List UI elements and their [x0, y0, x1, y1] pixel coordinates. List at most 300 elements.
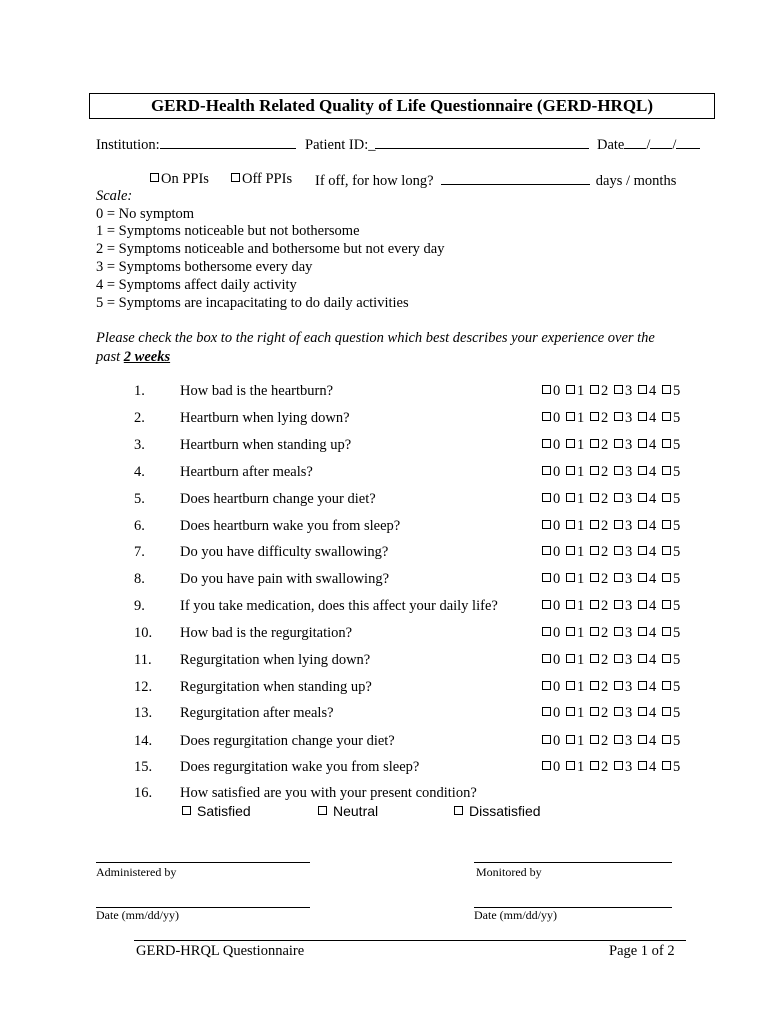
checkbox-icon[interactable] — [318, 806, 327, 815]
score-option-2[interactable] — [590, 544, 608, 561]
score-option-0[interactable] — [542, 652, 560, 669]
checkbox-icon[interactable] — [638, 439, 647, 448]
checkbox-icon[interactable] — [566, 520, 575, 529]
score-option-label: 5 — [673, 437, 681, 453]
score-option-4[interactable] — [638, 518, 656, 535]
footer-divider — [134, 940, 686, 941]
checkbox-icon[interactable] — [638, 520, 647, 529]
score-option-0[interactable] — [542, 437, 560, 454]
checkbox-icon[interactable] — [542, 520, 551, 529]
score-option-3[interactable] — [614, 464, 632, 481]
score-option-0[interactable] — [542, 410, 560, 427]
checkbox-icon[interactable] — [614, 439, 623, 448]
scale-item: 0 = No symptom — [96, 206, 195, 222]
score-option-3[interactable] — [614, 598, 632, 615]
score-option-label: 5 — [673, 652, 681, 668]
score-option-5[interactable] — [662, 410, 680, 427]
off-duration-input-line[interactable] — [441, 171, 590, 185]
score-option-3[interactable] — [614, 383, 632, 400]
score-option-label: 2 — [601, 491, 609, 507]
checkbox-icon[interactable] — [662, 466, 671, 475]
checkbox-icon[interactable] — [542, 573, 551, 582]
instructions-emphasis: 2 weeks — [123, 349, 171, 365]
checkbox-icon[interactable] — [566, 466, 575, 475]
score-option-label: 2 — [601, 625, 609, 641]
score-option-label: 3 — [625, 464, 633, 480]
checkbox-icon[interactable] — [662, 707, 671, 716]
date-right-label: Date (mm/dd/yy) — [474, 908, 557, 922]
checkbox-icon[interactable] — [542, 493, 551, 502]
checkbox-icon[interactable] — [614, 681, 623, 690]
score-option-label: 0 — [553, 705, 561, 721]
checkbox-icon[interactable] — [638, 493, 647, 502]
score-option-label: 5 — [673, 625, 681, 641]
checkbox-icon[interactable] — [590, 761, 599, 770]
score-option-label: 5 — [673, 410, 681, 426]
checkbox-icon[interactable] — [662, 493, 671, 502]
checkbox-icon[interactable] — [614, 412, 623, 421]
score-option-label: 3 — [625, 759, 633, 775]
score-option-4[interactable] — [638, 464, 656, 481]
checkbox-icon[interactable] — [542, 681, 551, 690]
institution-field-row — [96, 135, 296, 154]
checkbox-icon[interactable] — [590, 627, 599, 636]
administered-by-line[interactable] — [96, 862, 310, 863]
checkbox-icon[interactable] — [590, 573, 599, 582]
checkbox-icon[interactable] — [662, 385, 671, 394]
checkbox-icon[interactable] — [566, 412, 575, 421]
checkbox-icon[interactable] — [542, 735, 551, 744]
score-option-label: 2 — [601, 383, 609, 399]
checkbox-icon[interactable] — [542, 439, 551, 448]
score-option-label: 4 — [649, 383, 657, 399]
checkbox-icon[interactable] — [662, 412, 671, 421]
score-option-label: 4 — [649, 598, 657, 614]
question-number: 16. — [134, 785, 153, 801]
checkbox-icon[interactable] — [614, 600, 623, 609]
score-option-label: 1 — [577, 464, 585, 480]
checkbox-icon[interactable] — [231, 173, 240, 182]
checkbox-icon[interactable] — [638, 573, 647, 582]
monitored-by-label: Monitored by — [476, 865, 542, 879]
score-option-0[interactable] — [542, 518, 560, 535]
score-option-label: 4 — [649, 544, 657, 560]
scale-item: 1 = Symptoms noticeable but not bothersome — [96, 223, 360, 239]
score-option-label: 2 — [601, 733, 609, 749]
date-left-label: Date (mm/dd/yy) — [96, 908, 179, 922]
score-option-5[interactable] — [662, 464, 680, 481]
score-option-2[interactable] — [590, 491, 608, 508]
off-ppis-option[interactable] — [231, 171, 292, 188]
checkbox-icon[interactable] — [614, 520, 623, 529]
dissatisfied-label: Dissatisfied — [469, 803, 541, 819]
question-text: If you take medication, does this affect your daily life? — [180, 598, 498, 614]
score-option-4[interactable] — [638, 598, 656, 615]
checkbox-icon[interactable] — [614, 761, 623, 770]
score-option-label: 1 — [577, 733, 585, 749]
score-option-5[interactable] — [662, 383, 680, 400]
score-option-0[interactable] — [542, 544, 560, 561]
score-option-3[interactable] — [614, 491, 632, 508]
score-option-1[interactable] — [566, 410, 584, 427]
score-option-1[interactable] — [566, 625, 584, 642]
score-option-4[interactable] — [638, 705, 656, 722]
score-option-4[interactable] — [638, 491, 656, 508]
question-text: Regurgitation after meals? — [180, 705, 334, 721]
score-option-3[interactable] — [614, 652, 632, 669]
score-option-label: 5 — [673, 571, 681, 587]
score-option-0[interactable] — [542, 571, 560, 588]
score-option-2[interactable] — [590, 705, 608, 722]
checkbox-icon[interactable] — [662, 546, 671, 555]
date-label: Date — [597, 137, 625, 153]
score-option-label: 0 — [553, 437, 561, 453]
score-option-label: 0 — [553, 652, 561, 668]
checkbox-icon[interactable] — [566, 439, 575, 448]
satisfied-option[interactable] — [182, 803, 251, 821]
question-text: Does regurgitation wake you from sleep? — [180, 759, 420, 775]
checkbox-icon[interactable] — [614, 493, 623, 502]
checkbox-icon[interactable] — [590, 654, 599, 663]
score-option-label: 2 — [601, 437, 609, 453]
scale-heading: Scale: — [96, 188, 133, 204]
score-option-5[interactable] — [662, 437, 680, 454]
score-option-4[interactable] — [638, 410, 656, 427]
checkbox-icon[interactable] — [566, 385, 575, 394]
score-option-1[interactable] — [566, 437, 584, 454]
score-option-label: 1 — [577, 625, 585, 641]
checkbox-icon[interactable] — [590, 707, 599, 716]
checkbox-icon[interactable] — [182, 806, 191, 815]
checkbox-icon[interactable] — [542, 761, 551, 770]
score-option-label: 4 — [649, 705, 657, 721]
checkbox-icon[interactable] — [638, 681, 647, 690]
checkbox-icon[interactable] — [566, 627, 575, 636]
checkbox-icon[interactable] — [590, 520, 599, 529]
question-number: 7. — [134, 544, 145, 560]
monitored-by-line[interactable] — [474, 862, 672, 863]
question-text: How satisfied are you with your present condition? — [180, 785, 477, 801]
score-option-3[interactable] — [614, 679, 632, 696]
score-option-1[interactable] — [566, 491, 584, 508]
score-option-label: 5 — [673, 733, 681, 749]
score-option-label: 2 — [601, 598, 609, 614]
score-option-5[interactable] — [662, 598, 680, 615]
score-option-1[interactable] — [566, 759, 584, 776]
question-number: 13. — [134, 705, 153, 721]
score-option-4[interactable] — [638, 571, 656, 588]
score-option-3[interactable] — [614, 518, 632, 535]
score-option-label: 3 — [625, 705, 633, 721]
instructions-prefix: past — [96, 349, 124, 365]
form-title: GERD-Health Related Quality of Life Questionnaire (GERD-HRQL) — [89, 93, 715, 119]
question-text: Heartburn after meals? — [180, 464, 313, 480]
question-number: 14. — [134, 733, 153, 749]
score-option-5[interactable] — [662, 733, 680, 750]
score-option-label: 1 — [577, 410, 585, 426]
checkbox-icon[interactable] — [150, 173, 159, 182]
off-duration-label: If off, for how long? — [315, 173, 434, 189]
question-text: How bad is the heartburn? — [180, 383, 334, 399]
checkbox-icon[interactable] — [614, 546, 623, 555]
score-option-0[interactable] — [542, 759, 560, 776]
score-option-2[interactable] — [590, 571, 608, 588]
score-option-label: 3 — [625, 652, 633, 668]
question-number: 1. — [134, 383, 145, 399]
score-option-label: 0 — [553, 571, 561, 587]
checkbox-icon[interactable] — [542, 412, 551, 421]
score-option-1[interactable] — [566, 679, 584, 696]
checkbox-icon[interactable] — [454, 806, 463, 815]
on-ppis-option[interactable] — [150, 171, 209, 188]
score-option-3[interactable] — [614, 759, 632, 776]
score-option-label: 4 — [649, 733, 657, 749]
question-number: 5. — [134, 491, 145, 507]
score-option-3[interactable] — [614, 437, 632, 454]
score-option-label: 5 — [673, 383, 681, 399]
score-option-5[interactable] — [662, 544, 680, 561]
question-number: 4. — [134, 464, 145, 480]
question-text: Heartburn when standing up? — [180, 437, 352, 453]
score-option-2[interactable] — [590, 652, 608, 669]
score-option-5[interactable] — [662, 571, 680, 588]
checkbox-icon[interactable] — [638, 385, 647, 394]
score-option-3[interactable] — [614, 544, 632, 561]
question-text: Does regurgitation change your diet? — [180, 733, 395, 749]
score-option-label: 2 — [601, 705, 609, 721]
score-option-2[interactable] — [590, 625, 608, 642]
score-option-2[interactable] — [590, 410, 608, 427]
checkbox-icon[interactable] — [614, 707, 623, 716]
checkbox-icon[interactable] — [566, 600, 575, 609]
score-option-label: 4 — [649, 625, 657, 641]
score-option-0[interactable] — [542, 598, 560, 615]
score-option-1[interactable] — [566, 464, 584, 481]
score-option-label: 0 — [553, 598, 561, 614]
checkbox-icon[interactable] — [590, 466, 599, 475]
checkbox-icon[interactable] — [590, 493, 599, 502]
checkbox-icon[interactable] — [566, 735, 575, 744]
dissatisfied-option[interactable] — [454, 803, 541, 821]
score-option-3[interactable] — [614, 410, 632, 427]
score-option-4[interactable] — [638, 733, 656, 750]
score-option-label: 5 — [673, 598, 681, 614]
off-duration-row — [315, 171, 676, 190]
checkbox-icon[interactable] — [590, 385, 599, 394]
score-option-5[interactable] — [662, 759, 680, 776]
checkbox-icon[interactable] — [662, 600, 671, 609]
question-number: 9. — [134, 598, 145, 614]
checkbox-icon[interactable] — [638, 735, 647, 744]
score-option-label: 1 — [577, 705, 585, 721]
score-option-label: 3 — [625, 598, 633, 614]
scale-item: 2 = Symptoms noticeable and bothersome but not every day — [96, 241, 445, 257]
score-option-label: 0 — [553, 410, 561, 426]
off-ppis-label: Off PPIs — [242, 171, 293, 187]
score-option-1[interactable] — [566, 598, 584, 615]
score-option-3[interactable] — [614, 571, 632, 588]
score-option-0[interactable] — [542, 625, 560, 642]
score-option-5[interactable] — [662, 705, 680, 722]
score-option-4[interactable] — [638, 759, 656, 776]
checkbox-icon[interactable] — [542, 627, 551, 636]
date-month-line[interactable] — [624, 135, 646, 149]
checkbox-icon[interactable] — [662, 681, 671, 690]
question-number: 3. — [134, 437, 145, 453]
score-option-4[interactable] — [638, 652, 656, 669]
score-option-1[interactable] — [566, 383, 584, 400]
checkbox-icon[interactable] — [638, 707, 647, 716]
checkbox-icon[interactable] — [542, 654, 551, 663]
score-option-label: 2 — [601, 544, 609, 560]
checkbox-icon[interactable] — [566, 707, 575, 716]
institution-input-line[interactable] — [160, 135, 296, 149]
score-option-label: 4 — [649, 464, 657, 480]
score-option-3[interactable] — [614, 625, 632, 642]
checkbox-icon[interactable] — [662, 735, 671, 744]
score-option-label: 3 — [625, 733, 633, 749]
neutral-label: Neutral — [333, 803, 379, 819]
score-option-4[interactable] — [638, 679, 656, 696]
score-option-5[interactable] — [662, 518, 680, 535]
checkbox-icon[interactable] — [638, 412, 647, 421]
score-option-label: 3 — [625, 437, 633, 453]
score-option-4[interactable] — [638, 383, 656, 400]
score-option-label: 5 — [673, 464, 681, 480]
score-option-3[interactable] — [614, 705, 632, 722]
checkbox-icon[interactable] — [590, 412, 599, 421]
question-number: 2. — [134, 410, 145, 426]
checkbox-icon[interactable] — [590, 681, 599, 690]
checkbox-icon[interactable] — [542, 546, 551, 555]
score-option-2[interactable] — [590, 464, 608, 481]
checkbox-icon[interactable] — [590, 546, 599, 555]
checkbox-icon[interactable] — [662, 439, 671, 448]
score-option-2[interactable] — [590, 759, 608, 776]
score-option-0[interactable] — [542, 679, 560, 696]
checkbox-icon[interactable] — [638, 546, 647, 555]
question-number: 15. — [134, 759, 153, 775]
checkbox-icon[interactable] — [542, 385, 551, 394]
score-option-label: 3 — [625, 625, 633, 641]
score-option-label: 5 — [673, 679, 681, 695]
checkbox-icon[interactable] — [638, 761, 647, 770]
score-option-1[interactable] — [566, 544, 584, 561]
checkbox-icon[interactable] — [614, 654, 623, 663]
score-option-5[interactable] — [662, 652, 680, 669]
neutral-option[interactable] — [318, 803, 378, 821]
score-option-label: 1 — [577, 652, 585, 668]
date-day-line[interactable] — [650, 135, 672, 149]
score-option-label: 3 — [625, 571, 633, 587]
score-option-label: 1 — [577, 598, 585, 614]
checkbox-icon[interactable] — [614, 735, 623, 744]
score-option-0[interactable] — [542, 464, 560, 481]
score-option-4[interactable] — [638, 544, 656, 561]
score-option-2[interactable] — [590, 598, 608, 615]
checkbox-icon[interactable] — [566, 654, 575, 663]
checkbox-icon[interactable] — [566, 761, 575, 770]
score-option-4[interactable] — [638, 437, 656, 454]
checkbox-icon[interactable] — [566, 546, 575, 555]
checkbox-icon[interactable] — [566, 681, 575, 690]
score-option-label: 5 — [673, 518, 681, 534]
score-option-label: 5 — [673, 705, 681, 721]
score-option-2[interactable] — [590, 679, 608, 696]
checkbox-icon[interactable] — [614, 466, 623, 475]
patient-id-field-row — [305, 135, 589, 154]
score-option-2[interactable] — [590, 518, 608, 535]
score-option-1[interactable] — [566, 571, 584, 588]
checkbox-icon[interactable] — [566, 573, 575, 582]
checkbox-icon[interactable] — [662, 654, 671, 663]
checkbox-icon[interactable] — [638, 600, 647, 609]
checkbox-icon[interactable] — [590, 735, 599, 744]
score-option-0[interactable] — [542, 705, 560, 722]
score-option-2[interactable] — [590, 437, 608, 454]
score-option-3[interactable] — [614, 733, 632, 750]
score-option-1[interactable] — [566, 733, 584, 750]
checkbox-icon[interactable] — [566, 493, 575, 502]
score-option-5[interactable] — [662, 679, 680, 696]
checkbox-icon[interactable] — [542, 466, 551, 475]
score-option-label: 2 — [601, 410, 609, 426]
patient-id-input-line[interactable] — [375, 135, 589, 149]
score-option-5[interactable] — [662, 625, 680, 642]
score-option-1[interactable] — [566, 705, 584, 722]
footer-title: GERD-HRQL Questionnaire — [136, 943, 305, 959]
checkbox-icon[interactable] — [662, 520, 671, 529]
score-option-label: 3 — [625, 679, 633, 695]
score-option-1[interactable] — [566, 518, 584, 535]
checkbox-icon[interactable] — [638, 627, 647, 636]
score-option-label: 0 — [553, 383, 561, 399]
score-option-label: 4 — [649, 518, 657, 534]
patient-id-label: Patient ID:_ — [305, 137, 376, 153]
score-option-label: 1 — [577, 383, 585, 399]
score-option-4[interactable] — [638, 625, 656, 642]
checkbox-icon[interactable] — [614, 385, 623, 394]
checkbox-icon[interactable] — [590, 439, 599, 448]
checkbox-icon[interactable] — [662, 761, 671, 770]
score-option-label: 5 — [673, 491, 681, 507]
checkbox-icon[interactable] — [542, 707, 551, 716]
date-year-line[interactable] — [676, 135, 700, 149]
score-option-label: 1 — [577, 544, 585, 560]
checkbox-icon[interactable] — [614, 573, 623, 582]
question-number: 12. — [134, 679, 153, 695]
score-option-label: 0 — [553, 544, 561, 560]
checkbox-icon[interactable] — [662, 627, 671, 636]
score-option-2[interactable] — [590, 383, 608, 400]
score-option-label: 3 — [625, 544, 633, 560]
checkbox-icon[interactable] — [662, 573, 671, 582]
score-option-label: 1 — [577, 571, 585, 587]
checkbox-icon[interactable] — [614, 627, 623, 636]
score-option-0[interactable] — [542, 733, 560, 750]
question-text: Do you have difficulty swallowing? — [180, 544, 389, 560]
checkbox-icon[interactable] — [590, 600, 599, 609]
score-option-2[interactable] — [590, 733, 608, 750]
checkbox-icon[interactable] — [542, 600, 551, 609]
score-option-0[interactable] — [542, 491, 560, 508]
score-option-5[interactable] — [662, 491, 680, 508]
checkbox-icon[interactable] — [638, 654, 647, 663]
score-option-0[interactable] — [542, 383, 560, 400]
score-option-1[interactable] — [566, 652, 584, 669]
score-option-label: 0 — [553, 733, 561, 749]
checkbox-icon[interactable] — [638, 466, 647, 475]
